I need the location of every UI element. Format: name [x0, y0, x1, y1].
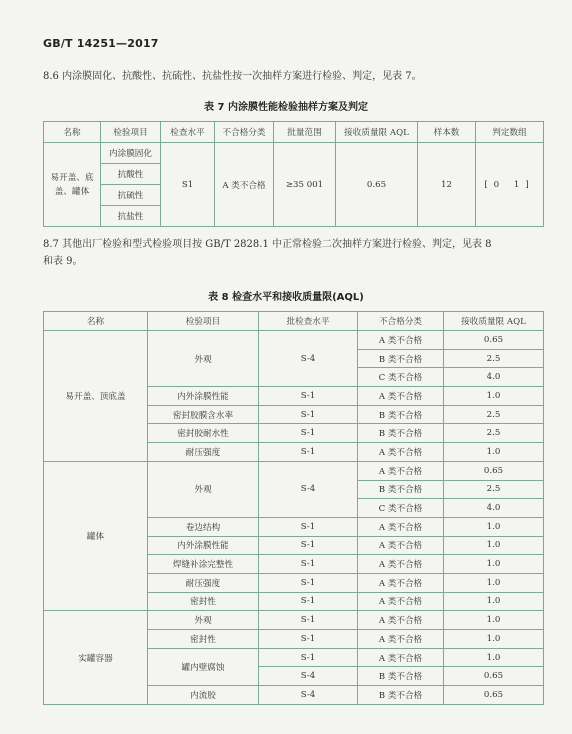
t8-class: A 类不合格	[358, 517, 444, 536]
t7-name-line2: 盖、罐体	[54, 186, 90, 197]
t8-item: 耐压强度	[148, 573, 259, 592]
table-row	[44, 331, 544, 350]
t8-aql: 1.0	[444, 630, 544, 649]
t7-level: S1	[161, 143, 215, 227]
t7-item: 内涂膜固化	[101, 143, 161, 164]
t8-level: S-1	[259, 592, 358, 611]
t8-level: S-1	[259, 573, 358, 592]
t8-class: A 类不合格	[358, 555, 444, 574]
t8-level: S-1	[259, 424, 358, 443]
table-8-header-row	[44, 312, 544, 331]
t8-class: A 类不合格	[358, 387, 444, 406]
t7-header-name: 名称	[44, 122, 101, 143]
t8-aql: 1.0	[444, 648, 544, 667]
t8-level: S-1	[259, 517, 358, 536]
t8-aql: 1.0	[444, 573, 544, 592]
t8-level: S-4	[259, 461, 358, 517]
t8-aql: 1.0	[444, 592, 544, 611]
t7-class: A 类不合格	[215, 143, 274, 227]
t8-item: 密封性	[148, 630, 259, 649]
t8-aql: 1.0	[444, 517, 544, 536]
t8-group-name: 实罐容器	[44, 611, 148, 704]
t8-aql: 1.0	[444, 555, 544, 574]
t8-header-name: 名称	[44, 312, 148, 331]
t8-aql: 0.65	[444, 686, 544, 705]
t8-item: 外观	[148, 331, 259, 387]
t8-class: C 类不合格	[358, 368, 444, 387]
t8-item: 内流胶	[148, 686, 259, 705]
t8-class: A 类不合格	[358, 331, 444, 350]
t8-level: S-1	[259, 443, 358, 462]
t7-item: 抗盐性	[101, 206, 161, 227]
t8-aql: 0.65	[444, 461, 544, 480]
t8-aql: 2.5	[444, 424, 544, 443]
t8-aql: 4.0	[444, 368, 544, 387]
t8-class: A 类不合格	[358, 573, 444, 592]
t8-class: B 类不合格	[358, 349, 444, 368]
t8-class: B 类不合格	[358, 667, 444, 686]
t8-class: A 类不合格	[358, 648, 444, 667]
t8-class: C 类不合格	[358, 499, 444, 518]
t8-aql: 2.5	[444, 405, 544, 424]
t8-item: 密封胶耐水性	[148, 424, 259, 443]
t8-aql: 1.0	[444, 536, 544, 555]
t7-header-level: 检查水平	[161, 122, 215, 143]
t8-level: S-1	[259, 648, 358, 667]
t7-decision: [0 1]	[476, 143, 544, 227]
t8-item: 外观	[148, 611, 259, 630]
t8-header-class: 不合格分类	[358, 312, 444, 331]
t7-header-decision: 判定数组	[476, 122, 544, 143]
t8-class: A 类不合格	[358, 592, 444, 611]
t8-aql: 1.0	[444, 387, 544, 406]
table-8-body	[44, 331, 544, 705]
table-row	[44, 143, 544, 164]
t8-level: S-4	[259, 686, 358, 705]
table-8	[43, 311, 544, 705]
t8-header-level: 批检查水平	[259, 312, 358, 331]
t8-item: 外观	[148, 461, 259, 517]
t8-class: B 类不合格	[358, 686, 444, 705]
t8-class: A 类不合格	[358, 461, 444, 480]
t8-aql: 2.5	[444, 480, 544, 499]
t8-group-name: 罐体	[44, 461, 148, 611]
t8-class: A 类不合格	[358, 536, 444, 555]
t8-header-aql: 接收质量限 AQL	[444, 312, 544, 331]
section-8-7-line1: 8.7 其他出厂检验和型式检验项目按 GB/T 2828.1 中正常检验二次抽样方案进行检验、判定，见表 8	[43, 239, 492, 250]
t7-name-line1: 易开盖、底	[50, 172, 94, 183]
t8-level: S-1	[259, 611, 358, 630]
t8-level: S-4	[259, 667, 358, 686]
section-8-7-text	[43, 236, 538, 270]
table-7-header-row	[44, 122, 544, 143]
t8-item: 密封胶膜含水率	[148, 405, 259, 424]
table-8-caption: 表 8 检查水平和接收质量限(AQL)	[208, 292, 364, 303]
t7-lot-range: ≥35 001	[274, 143, 336, 227]
t8-item: 密封性	[148, 592, 259, 611]
table-7	[43, 121, 544, 227]
t8-level: S-1	[259, 630, 358, 649]
t7-header-sample-size: 样本数	[418, 122, 476, 143]
section-8-7-line2: 和表 9。	[43, 256, 83, 267]
t7-name-cell	[44, 143, 101, 227]
t8-class: B 类不合格	[358, 480, 444, 499]
t7-header-lot-range: 批量范围	[274, 122, 336, 143]
t8-class: B 类不合格	[358, 424, 444, 443]
t8-level: S-1	[259, 536, 358, 555]
t8-aql: 0.65	[444, 667, 544, 686]
t8-aql: 2.5	[444, 349, 544, 368]
t7-item: 抗硫性	[101, 185, 161, 206]
t8-item: 耐压强度	[148, 443, 259, 462]
t8-aql: 1.0	[444, 611, 544, 630]
section-8-6-text: 8.6 内涂膜固化、抗酸性、抗硫性、抗盐性按一次抽样方案进行检验、判定，见表 7。	[43, 71, 422, 82]
t8-item: 卷边结构	[148, 517, 259, 536]
t7-aql: 0.65	[336, 143, 418, 227]
t8-aql: 0.65	[444, 331, 544, 350]
t8-level: S-1	[259, 387, 358, 406]
t8-class: A 类不合格	[358, 611, 444, 630]
t7-header-item: 检验项目	[101, 122, 161, 143]
t8-item: 内外涂膜性能	[148, 387, 259, 406]
t8-level: S-1	[259, 405, 358, 424]
t8-class: B 类不合格	[358, 405, 444, 424]
t8-group-name: 易开盖、顶底盖	[44, 331, 148, 462]
table-7-caption: 表 7 内涂膜性能检验抽样方案及判定	[204, 102, 368, 113]
t8-aql: 1.0	[444, 443, 544, 462]
t7-sample-size: 12	[418, 143, 476, 227]
t7-header-aql: 接收质量限 AQL	[336, 122, 418, 143]
standard-code: GB/T 14251—2017	[43, 37, 159, 50]
t8-item: 内外涂膜性能	[148, 536, 259, 555]
t8-header-item: 检验项目	[148, 312, 259, 331]
t8-level: S-4	[259, 331, 358, 387]
t8-level: S-1	[259, 555, 358, 574]
t7-header-class: 不合格分类	[215, 122, 274, 143]
t8-class: A 类不合格	[358, 443, 444, 462]
t7-item: 抗酸性	[101, 164, 161, 185]
t8-item: 焊缝补涂完整性	[148, 555, 259, 574]
t8-item: 罐内壁腐蚀	[148, 648, 259, 685]
table-row	[44, 611, 544, 630]
t8-class: A 类不合格	[358, 630, 444, 649]
t8-aql: 4.0	[444, 499, 544, 518]
table-row	[44, 461, 544, 480]
